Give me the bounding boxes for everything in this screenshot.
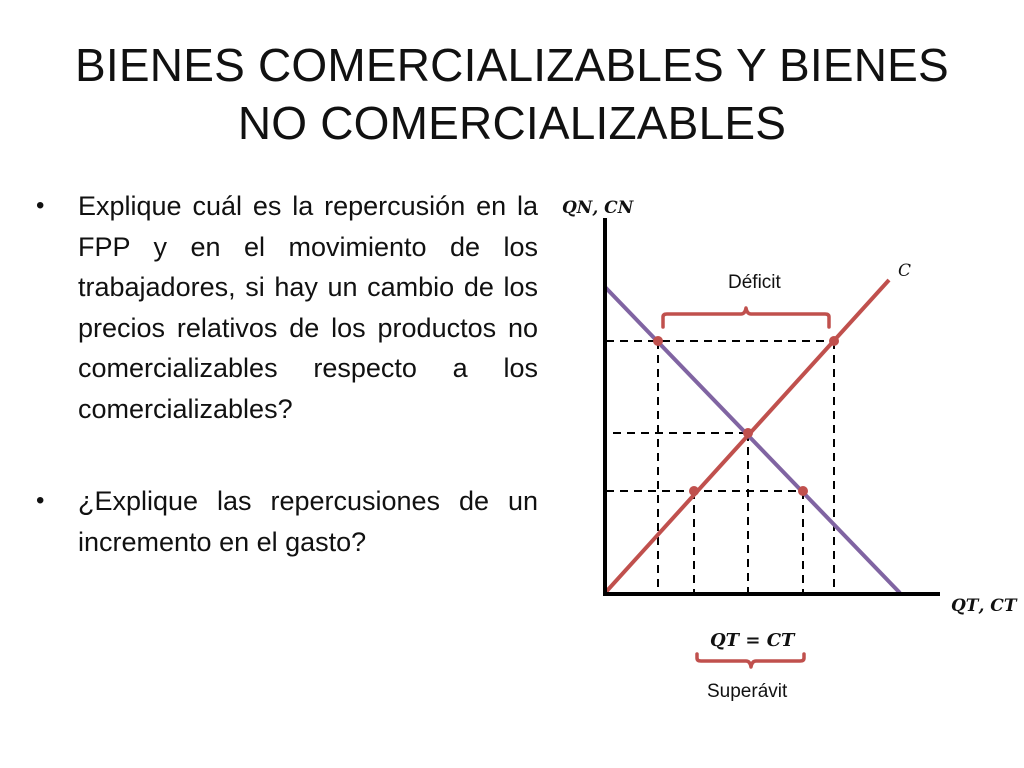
title-line-2: NO COMERCIALIZABLES — [237, 97, 787, 149]
bullet-item-fpp — [32, 186, 538, 429]
bullet-item-gasto — [32, 481, 538, 562]
bullet-list — [32, 186, 538, 562]
page-title — [40, 36, 984, 152]
surplus-brace — [697, 654, 804, 667]
c-curve-label: 𝐶 — [898, 261, 912, 281]
surplus-label: Superávit — [707, 681, 788, 702]
x-axis-label: 𝑸𝑻, 𝑪𝑻 — [951, 596, 1017, 616]
bullet-text-fpp: Explique cuál es la repercusión en la FPP y en el movimiento de los trabajadores, si hay un cambio de los precios relativos de los productos no comercializables respecto a los comercializables? — [78, 191, 538, 424]
title-line-1: BIENES COMERCIALIZABLES Y BIENES — [75, 39, 949, 91]
dot-equilibrium — [743, 428, 753, 438]
market-diagram — [540, 180, 1024, 720]
y-axis-label: 𝑸𝑵, 𝑪𝑵 — [562, 198, 634, 218]
equilibrium-label: 𝑸𝑻 = 𝑪𝑻 — [710, 630, 795, 651]
dot-surplus-right — [798, 486, 808, 496]
dot-deficit-right — [829, 336, 839, 346]
dot-surplus-left — [689, 486, 699, 496]
deficit-label: Déficit — [728, 272, 781, 293]
bullet-text-gasto: ¿Explique las repercusiones de un incremento en el gasto? — [78, 486, 538, 557]
deficit-brace — [663, 308, 829, 327]
bullet-marker: • — [36, 192, 45, 219]
dot-deficit-left — [653, 336, 663, 346]
bullet-marker: • — [36, 487, 45, 514]
